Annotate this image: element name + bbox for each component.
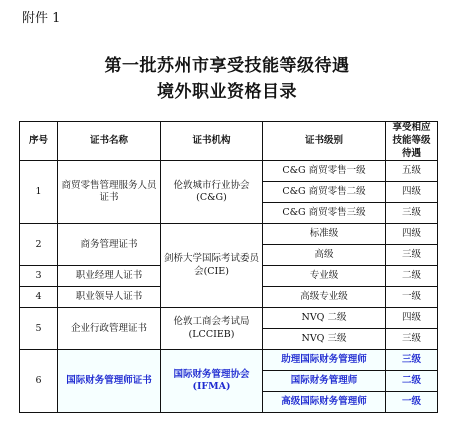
cell-no: 2 (20, 224, 58, 266)
cell-level: 高级专业级 (263, 287, 386, 308)
cell-level: NVQ 二级 (263, 308, 386, 329)
cell-cert-name: 职业领导人证书 (58, 287, 161, 308)
cell-cert-org: 国际财务管理协会(IFMA) (161, 350, 263, 413)
cell-level: 国际财务管理师 (263, 371, 386, 392)
cell-no: 1 (20, 161, 58, 224)
table-row (20, 350, 438, 371)
cell-cert-name: 国际财务管理师证书 (58, 350, 161, 413)
header-skill-level: 享受相应技能等级待遇 (386, 122, 438, 161)
cell-level: 专业级 (263, 266, 386, 287)
document-title-line2: 境外职业资格目录 (157, 82, 297, 102)
table-row (20, 308, 438, 329)
header-no: 序号 (20, 122, 58, 161)
attachment-label: 附件 1 (22, 11, 61, 26)
cell-skill: 四级 (386, 308, 438, 329)
cell-skill: 三级 (386, 245, 438, 266)
cell-skill: 四级 (386, 224, 438, 245)
cell-skill: 二级 (386, 266, 438, 287)
cell-no: 3 (20, 266, 58, 287)
cell-cert-org: 伦敦工商会考试局(LCCIEB) (161, 308, 263, 350)
cell-no: 5 (20, 308, 58, 350)
cell-level: 标准级 (263, 224, 386, 245)
cell-skill: 五级 (386, 161, 438, 182)
cell-level: 高级国际财务管理师 (263, 392, 386, 413)
cell-skill: 三级 (386, 329, 438, 350)
cell-skill: 一级 (386, 392, 438, 413)
cell-cert-org: 剑桥大学国际考试委员会(CIE) (161, 224, 263, 308)
cell-level: C&G 商贸零售一级 (263, 161, 386, 182)
cell-skill: 四级 (386, 182, 438, 203)
cell-skill: 一级 (386, 287, 438, 308)
document-title-line1: 第一批苏州市享受技能等级待遇 (104, 56, 350, 76)
cell-level: NVQ 三级 (263, 329, 386, 350)
cell-no: 4 (20, 287, 58, 308)
table-row (20, 161, 438, 182)
cell-cert-name: 商务管理证书 (58, 224, 161, 266)
qualification-table (19, 121, 438, 413)
cell-level: 助理国际财务管理师 (263, 350, 386, 371)
cell-cert-name: 职业经理人证书 (58, 266, 161, 287)
table-row (20, 224, 438, 245)
cell-cert-name: 企业行政管理证书 (58, 308, 161, 350)
table-header-row (20, 122, 438, 161)
header-cert-level: 证书级别 (263, 122, 386, 161)
cell-level: C&G 商贸零售三级 (263, 203, 386, 224)
header-cert-org: 证书机构 (161, 122, 263, 161)
cell-skill: 二级 (386, 371, 438, 392)
cell-no: 6 (20, 350, 58, 413)
cell-cert-name: 商贸零售管理服务人员证书 (58, 161, 161, 224)
cell-level: 高级 (263, 245, 386, 266)
header-cert-name: 证书名称 (58, 122, 161, 161)
cell-level: C&G 商贸零售二级 (263, 182, 386, 203)
cell-skill: 三级 (386, 350, 438, 371)
cell-skill: 三级 (386, 203, 438, 224)
cell-cert-org: 伦敦城市行业协会(C&G) (161, 161, 263, 224)
